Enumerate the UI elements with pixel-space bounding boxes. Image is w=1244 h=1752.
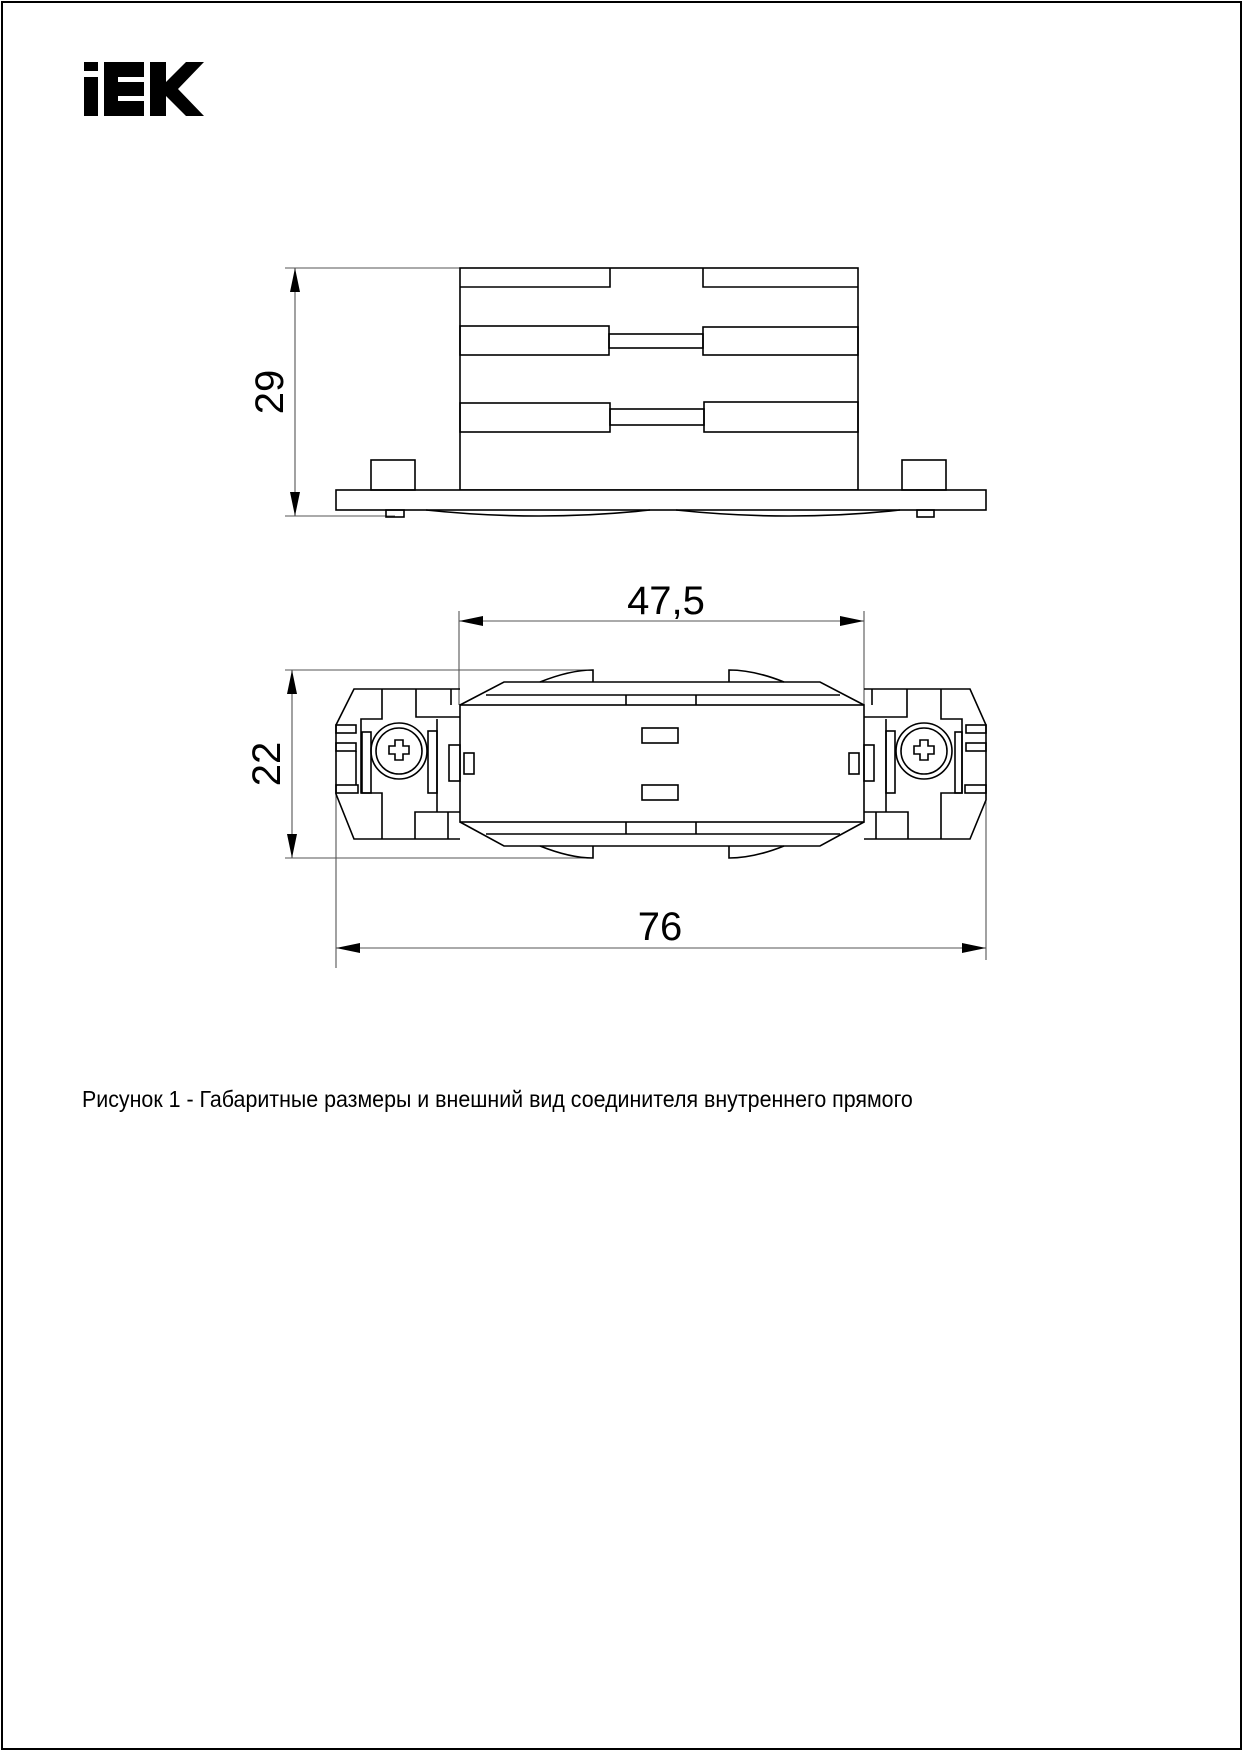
figure-caption: Рисунок 1 - Габаритные размеры и внешний вид соединителя внутреннего прямого xyxy=(82,1086,913,1112)
dim-arrow-up xyxy=(287,670,297,694)
screw-right-outer xyxy=(896,723,952,779)
phillips-screw-icon-right xyxy=(914,740,934,760)
phillips-screw-icon-left xyxy=(389,740,409,760)
left-end-cap xyxy=(336,689,460,839)
base-plate xyxy=(336,490,986,510)
dim-height-label: 29 xyxy=(248,369,292,415)
dim-width-label: 22 xyxy=(245,741,289,787)
dim-arrow-bottom xyxy=(290,492,300,516)
dim-arrow-top xyxy=(290,268,300,292)
dim-overall-length-label: 76 xyxy=(637,905,683,949)
screw-left-outer xyxy=(371,723,427,779)
central-body xyxy=(460,705,864,822)
dim-arrow-right xyxy=(840,616,864,626)
dim-arrow-right-76 xyxy=(962,943,986,953)
dim-inner-length-label: 47,5 xyxy=(627,579,705,623)
body-block xyxy=(460,268,858,490)
side-view xyxy=(248,268,986,517)
dim-arrow-left xyxy=(459,616,483,626)
right-end-cap xyxy=(864,689,986,839)
top-view xyxy=(245,579,986,968)
dim-arrow-left-76 xyxy=(336,943,360,953)
dim-arrow-down xyxy=(287,834,297,858)
